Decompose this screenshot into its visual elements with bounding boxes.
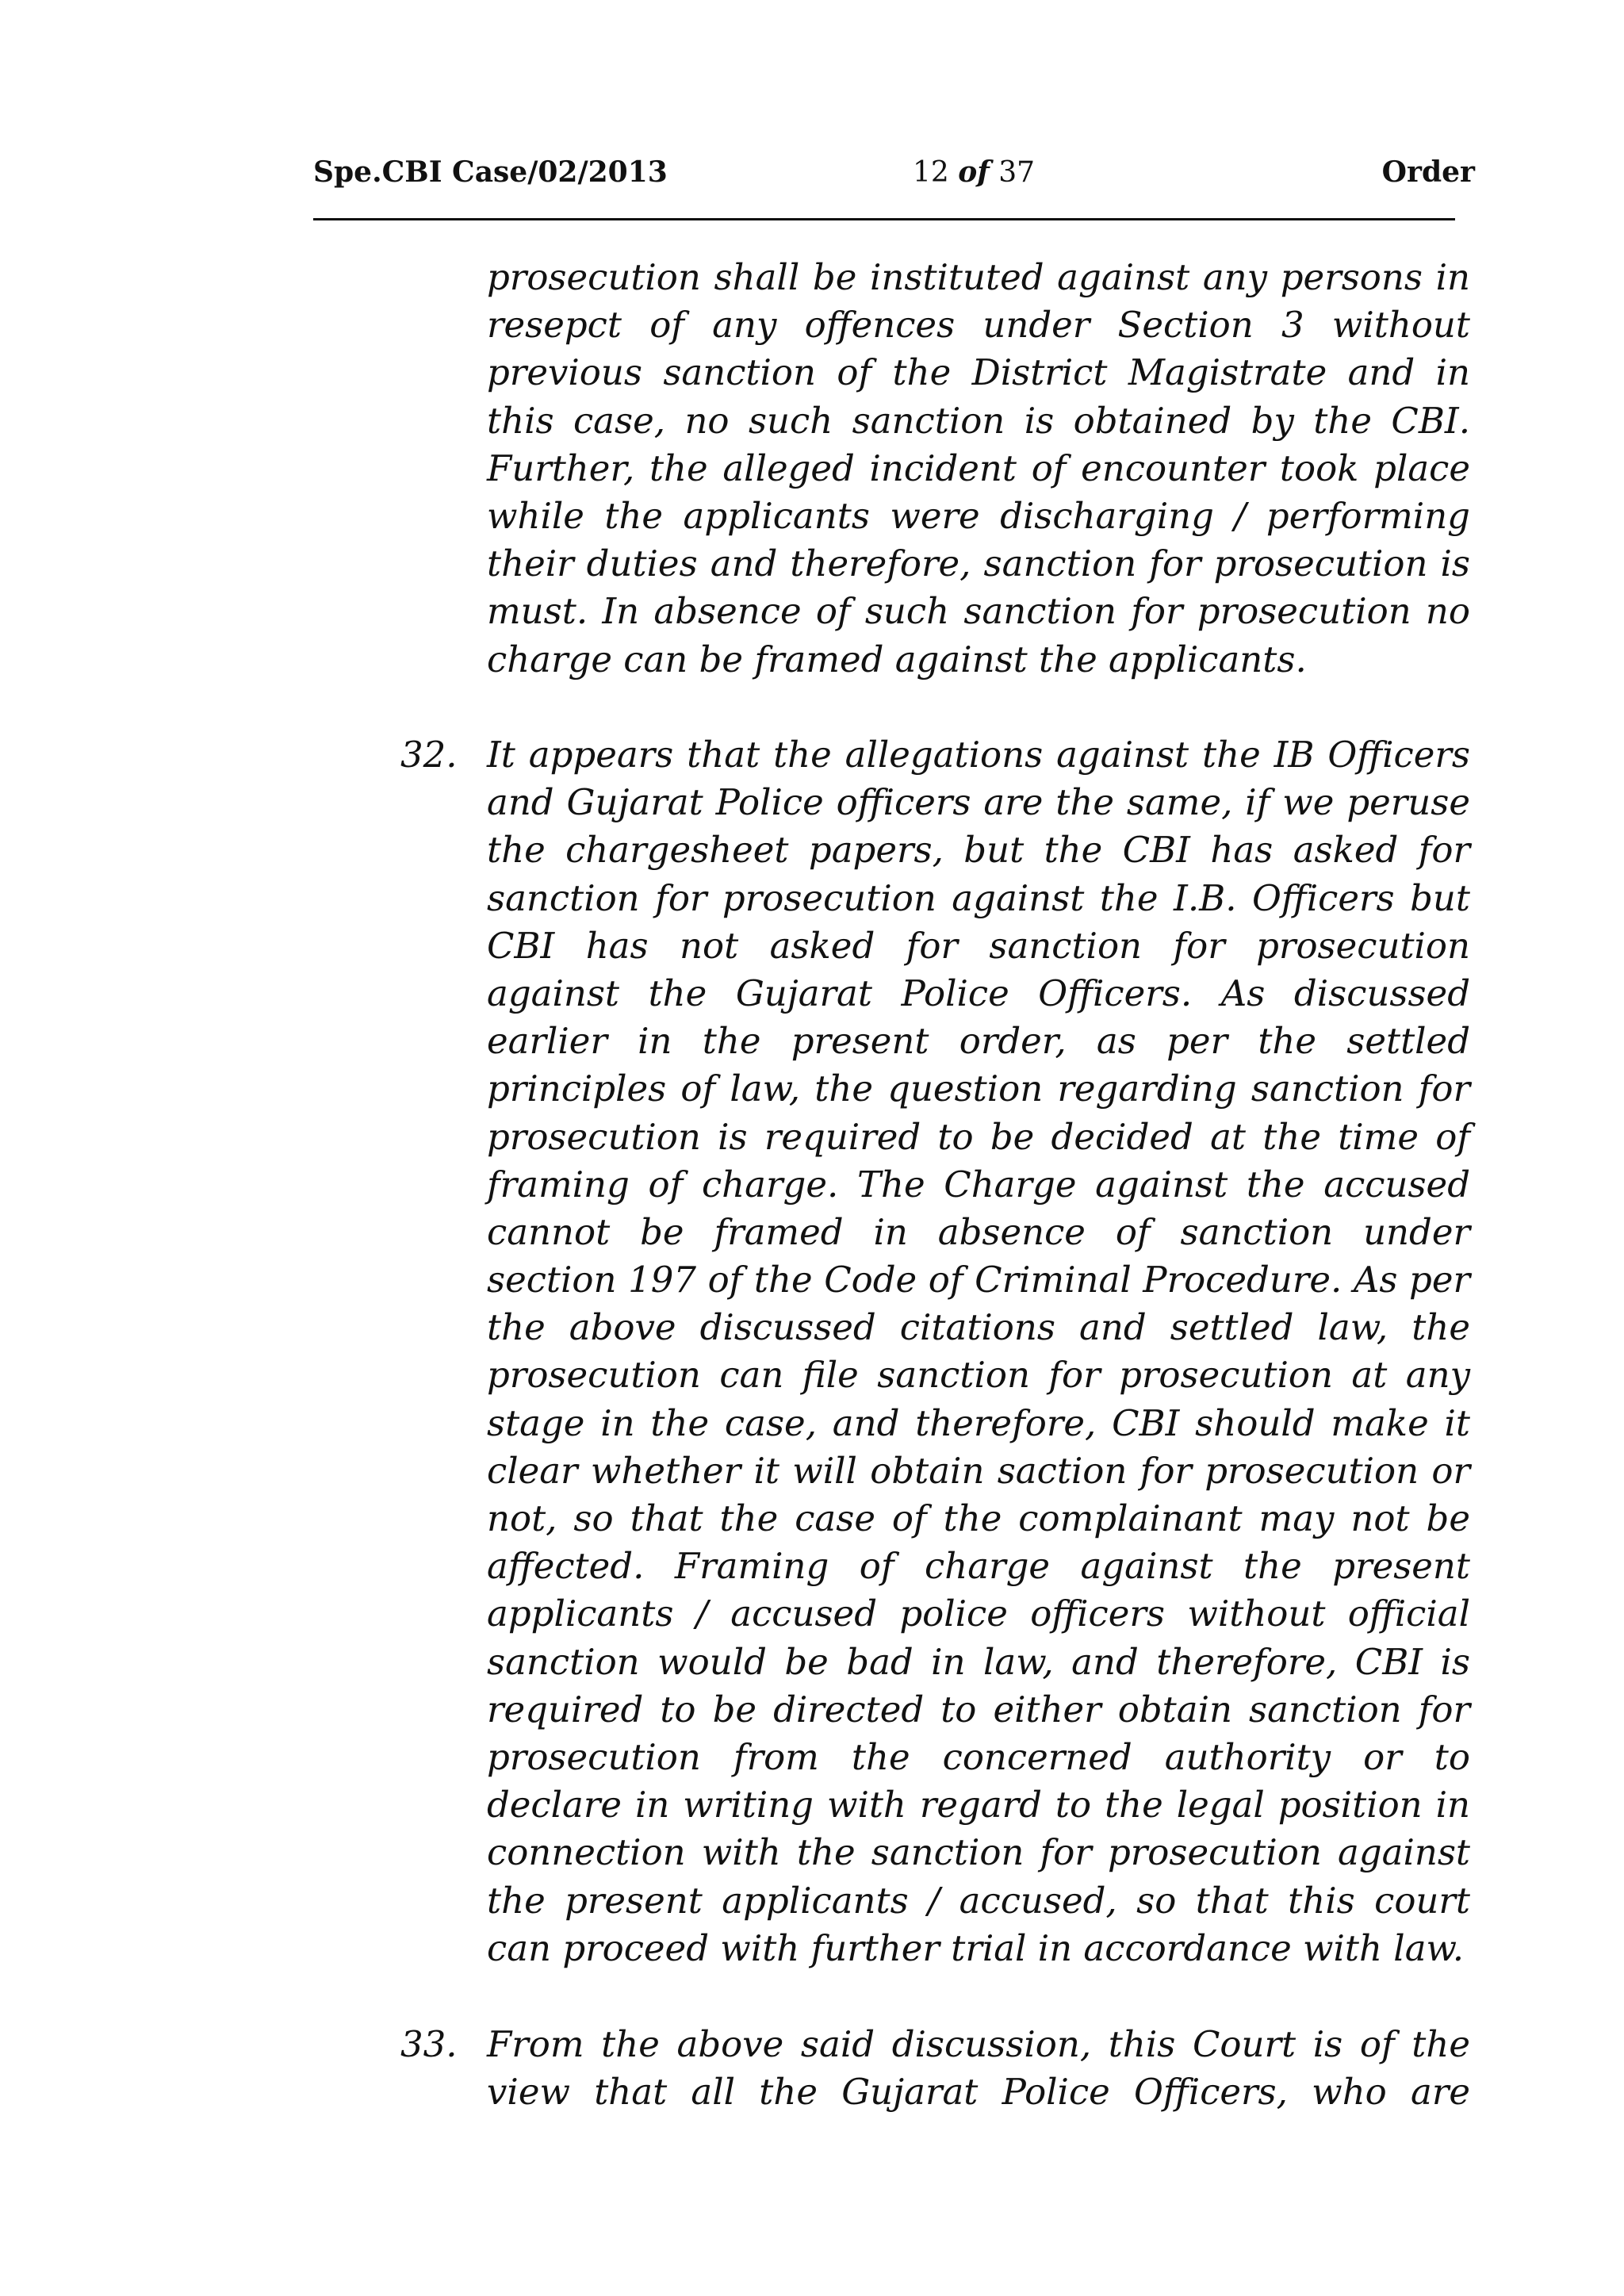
text-line: charge can be framed against the applicants. (487, 638, 1307, 680)
paragraph-33 (487, 2021, 1470, 2116)
paragraph-number-33: 33. (400, 2023, 458, 2065)
page-number (913, 155, 1035, 189)
document-type: Order (1381, 155, 1475, 189)
page-header (313, 155, 1475, 197)
text-line: prosecution from the concerned authority or to (487, 1735, 1470, 1778)
text-line: prosecution can file sanction for prosecution at any (487, 1354, 1470, 1397)
header-rule (313, 218, 1455, 220)
text-line: sanction would be bad in law, and therefore, CBI is (487, 1640, 1470, 1683)
text-line: not, so that the case of the complainant may not be (487, 1497, 1470, 1539)
text-line: cannot be framed in absence of sanction under (487, 1210, 1470, 1253)
text-line: sanction for prosecution against the I.B. Officers but (487, 876, 1470, 919)
paragraph-32 (487, 731, 1470, 1972)
text-line: It appears that the allegations against the IB Officers (487, 734, 1470, 776)
paragraph-number-32: 32. (400, 734, 458, 776)
text-line: must. In absence of such sanction for prosecution no (487, 590, 1470, 633)
text-line: their duties and therefore, sanction for prosecution is (487, 542, 1470, 585)
page-of-label: of (958, 155, 990, 189)
text-line: affected. Framing of charge against the present (487, 1545, 1470, 1588)
text-line: required to be directed to either obtain sanction for (487, 1688, 1470, 1731)
text-line: prosecution is required to be decided at the time of (487, 1115, 1470, 1158)
text-line: From the above said discussion, this Court is of the (487, 2023, 1470, 2065)
text-line: view that all the Gujarat Police Officers, who are (487, 2071, 1470, 2114)
text-line: principles of law, the question regarding sanction for (487, 1068, 1470, 1110)
text-line: can proceed with further trial in accordance with law. (487, 1926, 1465, 1969)
continuation-paragraph (487, 254, 1470, 684)
text-line: Further, the alleged incident of encounter took place (487, 447, 1470, 489)
text-line: section 197 of the Code of Criminal Procedure. As per (487, 1259, 1470, 1301)
text-line: the present applicants / accused, so that this court (487, 1879, 1470, 1922)
text-line: clear whether it will obtain saction for prosecution or (487, 1449, 1470, 1492)
page-current: 12 (913, 156, 949, 189)
case-number: Spe.CBI Case/02/2013 (313, 155, 668, 189)
text-line: CBI has not asked for sanction for prosecution (487, 924, 1470, 967)
text-line: stage in the case, and therefore, CBI should make it (487, 1401, 1470, 1444)
text-line: the above discussed citations and settled law, the (487, 1306, 1470, 1349)
text-line: framing of charge. The Charge against the accused (487, 1163, 1470, 1205)
text-line: the chargesheet papers, but the CBI has asked for (487, 829, 1470, 872)
text-line: against the Gujarat Police Officers. As discussed (487, 972, 1470, 1014)
text-line: while the applicants were discharging / performing (487, 494, 1470, 537)
text-line: connection with the sanction for prosecution against (487, 1831, 1470, 1874)
text-line: prosecution shall be instituted against any persons in (487, 256, 1470, 298)
text-line: earlier in the present order, as per the settled (487, 1020, 1470, 1063)
page-total: 37 (998, 156, 1036, 189)
text-line: declare in writing with regard to the legal position in (487, 1784, 1470, 1826)
text-line: applicants / accused police officers without official (487, 1593, 1470, 1635)
text-line: this case, no such sanction is obtained by the CBI. (487, 399, 1470, 442)
text-line: resepct of any offences under Section 3 without (487, 304, 1470, 347)
text-line: previous sanction of the District Magistrate and in (487, 351, 1470, 394)
text-line: and Gujarat Police officers are the same, if we peruse (487, 781, 1470, 824)
